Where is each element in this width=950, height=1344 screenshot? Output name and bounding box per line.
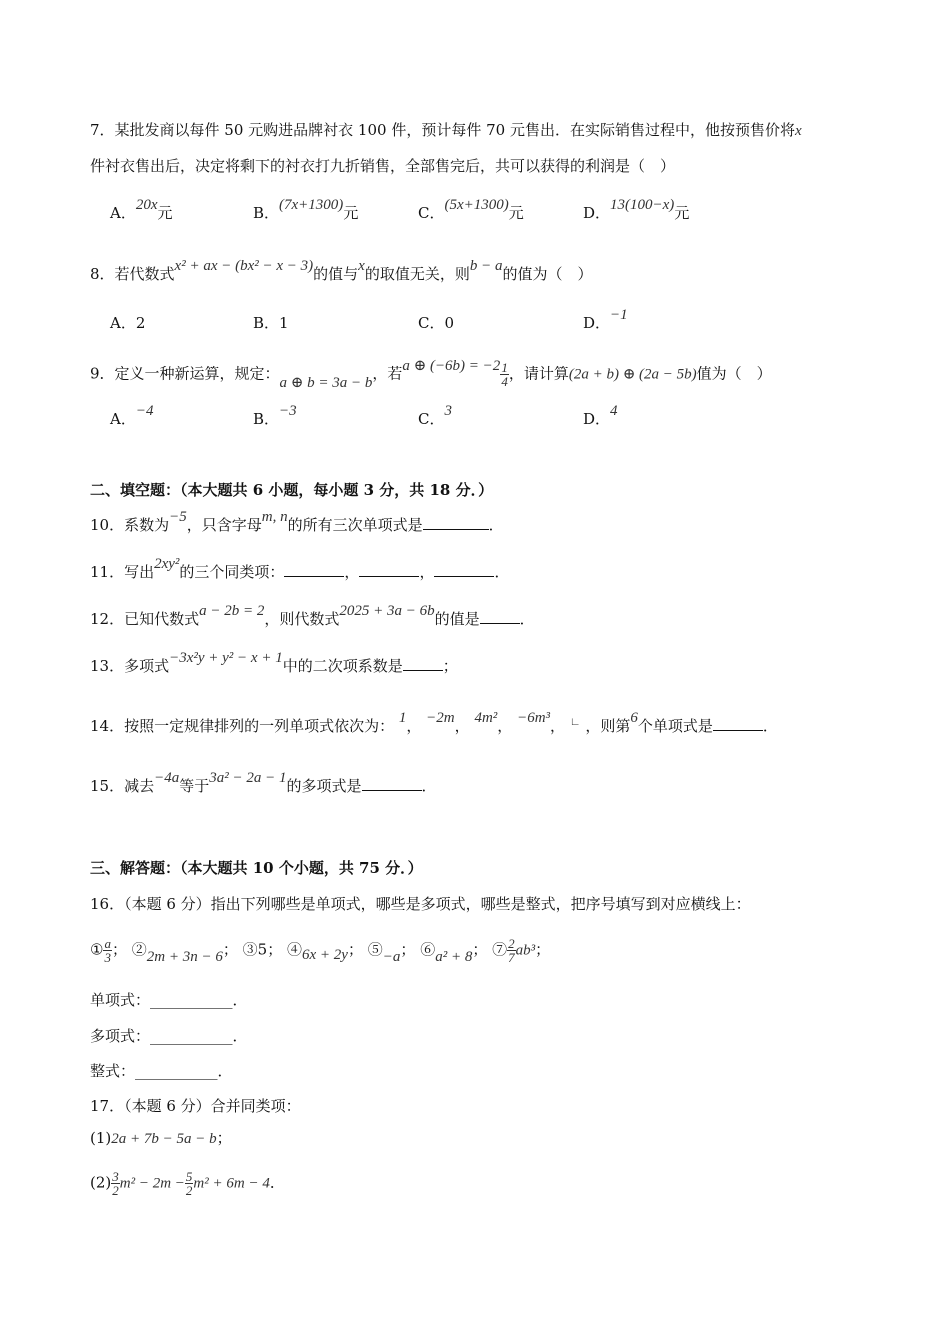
q16-item3: 5 bbox=[257, 940, 268, 959]
option-label: C． bbox=[418, 314, 445, 332]
q17-part1 bbox=[90, 1128, 232, 1149]
q14-term-1: 1 bbox=[398, 710, 407, 726]
q10-line bbox=[90, 509, 504, 536]
q14-mid: ，则第 bbox=[585, 717, 631, 735]
q8-option-c bbox=[418, 313, 454, 333]
q10-blank[interactable] bbox=[423, 515, 489, 530]
frac-num: 1 bbox=[501, 360, 508, 375]
q15-pre: 15．减去 bbox=[90, 777, 155, 795]
q7-line2 bbox=[90, 156, 675, 176]
option-math: 1 bbox=[279, 314, 289, 332]
q11-pre: 11．写出 bbox=[90, 563, 155, 581]
option-label: B． bbox=[253, 314, 280, 332]
q7-line1 bbox=[90, 120, 802, 141]
q9-mid2: ，请计算 bbox=[508, 364, 569, 383]
item-sep: ； bbox=[347, 940, 363, 959]
q11-blank-2[interactable] bbox=[359, 562, 419, 577]
q9-rule: a ⊕ b = 3a − b bbox=[279, 374, 373, 391]
q13-expr: −3x²y + y² − x + 1 bbox=[169, 650, 283, 666]
q8-expr: x² + ax − (bx² − x − 3) bbox=[174, 258, 314, 274]
frac-den: 2 bbox=[185, 1183, 193, 1198]
item-sep: ； bbox=[535, 940, 551, 959]
q16-item2: 2m + 3n − 6 bbox=[146, 948, 223, 965]
q13-end: ； bbox=[442, 657, 458, 675]
q17-p2-b: m² + 6m − 4 bbox=[193, 1175, 270, 1192]
q9-line bbox=[90, 357, 772, 391]
q13-line bbox=[90, 650, 458, 677]
q14-line bbox=[90, 710, 778, 738]
q11-post: 的三个同类项： bbox=[179, 563, 285, 581]
q7-text-2: 件衬衣售出后，决定将剩下的衬衣打九折销售，全部售完后，共可以获得的利润是（ ） bbox=[90, 157, 676, 175]
q12-mid: ，则代数式 bbox=[264, 610, 340, 628]
q17-frac-a bbox=[111, 1170, 120, 1197]
option-unit: 元 bbox=[674, 204, 690, 222]
q15-line bbox=[90, 770, 437, 797]
q7-text-1: 7．某批发商以每件 50 元购进品牌衬衣 100 件，预计每件 70 元售出．在实际销售过程中，他按预售价将 bbox=[90, 121, 795, 139]
q17-p1-label: (1) bbox=[90, 1129, 112, 1147]
q12-post: 的值是 bbox=[434, 610, 480, 628]
q9-post: 值为（ ） bbox=[696, 364, 772, 383]
option-label: C． bbox=[418, 410, 445, 428]
q10-end: ． bbox=[488, 516, 504, 534]
item-marker: ⑦ bbox=[492, 940, 508, 959]
q14-pre: 14．按照一定规律排列的一列单项式依次为： bbox=[90, 717, 395, 735]
frac-den: 3 bbox=[104, 950, 111, 965]
option-label: A． bbox=[110, 410, 136, 428]
q15-blank[interactable] bbox=[362, 776, 422, 791]
q14-post: 个单项式是 bbox=[637, 717, 713, 735]
option-math: 0 bbox=[444, 314, 455, 332]
q12-pre: 12．已知代数式 bbox=[90, 610, 200, 628]
item-marker: ⑥ bbox=[420, 940, 436, 959]
q14-n: 6 bbox=[630, 710, 638, 726]
option-label: C． bbox=[418, 204, 445, 222]
option-math: 2 bbox=[135, 314, 146, 332]
frac-num: 2 bbox=[508, 936, 515, 951]
option-math: −1 bbox=[610, 307, 628, 323]
q10-post: 的所有三次单项式是 bbox=[287, 516, 423, 534]
q14-term-3: 4m² bbox=[474, 710, 498, 726]
item-marker: ④ bbox=[287, 940, 303, 959]
section3-heading: 三、解答题：（本大题共 10 个小题，共 75 分．） bbox=[90, 859, 423, 877]
q16-integral-answer[interactable]: 整式：___________． bbox=[90, 1062, 233, 1080]
q9-fraction bbox=[500, 361, 509, 388]
q16-items bbox=[90, 937, 550, 964]
q8-mid2: 的取值无关，则 bbox=[364, 265, 470, 283]
option-label: A． bbox=[110, 204, 136, 222]
option-math: 20x bbox=[135, 197, 158, 213]
option-label: B． bbox=[253, 410, 280, 428]
item-sep: ； bbox=[472, 940, 488, 959]
q14-ellipsis: ∟ bbox=[569, 716, 581, 728]
q17-p1-expr: 2a + 7b − 5a − b bbox=[111, 1131, 217, 1147]
q13-pre: 13．多项式 bbox=[90, 657, 170, 675]
frac-num: 5 bbox=[185, 1169, 193, 1184]
q13-post: 中的二次项系数是 bbox=[282, 657, 403, 675]
q7-option-b bbox=[253, 197, 359, 224]
q15-end: ． bbox=[421, 777, 437, 795]
q11-sep: ， bbox=[344, 563, 360, 581]
q16-text: 16．（本题 6 分）指出下列哪些是单项式，哪些是多项式，哪些是整式，把序号填写到对应横线上： bbox=[90, 895, 751, 913]
q17-part2 bbox=[90, 1170, 285, 1197]
item-sep: ； bbox=[222, 940, 238, 959]
q9-cond: a ⊕ (−6b) = −2 bbox=[402, 357, 501, 374]
q8-option-b bbox=[253, 313, 289, 333]
q11-line bbox=[90, 556, 510, 583]
q9-pre: 9．定义一种新运算，规定： bbox=[90, 364, 280, 383]
option-unit: 元 bbox=[343, 204, 359, 222]
q7-option-c bbox=[418, 197, 524, 224]
option-unit: 元 bbox=[157, 204, 173, 222]
q8-option-a bbox=[110, 313, 145, 333]
option-math: 4 bbox=[610, 403, 618, 419]
q16-item7-fraction bbox=[507, 937, 516, 964]
option-math: (7x+1300) bbox=[279, 197, 344, 213]
frac-den: 4 bbox=[501, 374, 508, 389]
q17-p2-a: m² − 2m − bbox=[119, 1175, 185, 1192]
item-marker: ① bbox=[90, 940, 104, 959]
q8-pre: 8．若代数式 bbox=[90, 265, 175, 283]
q14-sep: ， bbox=[454, 717, 470, 735]
q9-option-a bbox=[110, 403, 154, 430]
item-sep: ； bbox=[267, 940, 283, 959]
q16-item4: 6x + 2y bbox=[302, 946, 348, 963]
q17-line bbox=[90, 1096, 301, 1116]
q16-poly-answer[interactable]: 多项式：___________． bbox=[90, 1027, 248, 1045]
option-math: (5x+1300) bbox=[444, 197, 509, 213]
q14-term-4: −6m³ bbox=[517, 710, 551, 726]
q17-p1-end: ； bbox=[216, 1129, 232, 1147]
q8-x: x bbox=[358, 258, 365, 274]
q16-mono-answer[interactable]: 单项式：___________． bbox=[90, 991, 248, 1009]
frac-num: 3 bbox=[112, 1169, 119, 1184]
item-sep: ； bbox=[111, 940, 127, 959]
q9-option-b bbox=[253, 403, 297, 430]
q15-b: 3a² − 2a − 1 bbox=[209, 770, 287, 786]
option-label: D． bbox=[583, 204, 611, 222]
option-math: 3 bbox=[444, 403, 452, 419]
q16-item1-fraction bbox=[103, 937, 112, 964]
q9-expr: (2a + b) ⊕ (2a − 5b) bbox=[568, 366, 697, 383]
q13-blank[interactable] bbox=[403, 656, 443, 671]
q14-sep: ， bbox=[406, 717, 422, 735]
q14-blank[interactable] bbox=[713, 716, 763, 731]
q8-mid: 的值与 bbox=[313, 265, 359, 283]
frac-den: 7 bbox=[508, 950, 515, 965]
q7-x: x bbox=[794, 123, 802, 139]
q12-cond: a − 2b = 2 bbox=[199, 603, 265, 619]
q17-p2-label: (2) bbox=[90, 1173, 112, 1192]
q12-line bbox=[90, 603, 535, 630]
q7-option-d bbox=[583, 197, 690, 224]
q14-end: ． bbox=[762, 717, 778, 735]
q8-option-d bbox=[583, 307, 628, 334]
q11-expr: 2xy² bbox=[154, 556, 180, 572]
q9-option-d bbox=[583, 403, 618, 430]
q16-line bbox=[90, 894, 751, 914]
q11-blank-1[interactable] bbox=[284, 562, 344, 577]
q16-item5: −a bbox=[382, 948, 401, 965]
option-label: D． bbox=[583, 410, 611, 428]
item-marker: ⑤ bbox=[367, 940, 383, 959]
q14-term-2: −2m bbox=[426, 710, 455, 726]
option-math: −4 bbox=[135, 403, 154, 419]
section2-heading: 二、填空题：（本大题共 6 小题，每小题 3 分，共 18 分．） bbox=[90, 481, 494, 499]
q8-post: 的值为（ ） bbox=[502, 265, 593, 283]
option-label: B． bbox=[253, 204, 280, 222]
q17-text: 17．（本题 6 分）合并同类项： bbox=[90, 1097, 301, 1115]
q9-option-c bbox=[418, 403, 452, 430]
q10-coef: −5 bbox=[169, 509, 187, 525]
q9-mid: ，若 bbox=[372, 364, 403, 383]
frac-den: 2 bbox=[112, 1183, 119, 1198]
item-marker: ③ bbox=[242, 940, 258, 959]
q15-mid: 等于 bbox=[179, 777, 210, 795]
q17-p2-end: ． bbox=[269, 1173, 285, 1192]
q16-item6: a² + 8 bbox=[435, 948, 473, 965]
q15-post: 的多项式是 bbox=[286, 777, 362, 795]
q8-line bbox=[90, 258, 593, 285]
q14-sep: ， bbox=[550, 717, 566, 735]
q7-option-a bbox=[110, 197, 173, 224]
item-sep: ； bbox=[400, 940, 416, 959]
q15-a: −4a bbox=[154, 770, 180, 786]
item-marker: ② bbox=[131, 940, 147, 959]
q11-end: ． bbox=[494, 563, 510, 581]
q10-pre: 10．系数为 bbox=[90, 516, 170, 534]
q10-letters: m, n bbox=[261, 509, 288, 525]
q10-mid: ，只含字母 bbox=[186, 516, 262, 534]
q12-end: ． bbox=[519, 610, 535, 628]
option-unit: 元 bbox=[508, 204, 524, 222]
q16-item7: ab³ bbox=[515, 942, 536, 959]
option-math: −3 bbox=[279, 403, 297, 419]
option-label: D． bbox=[583, 314, 611, 332]
q8-expr2: b − a bbox=[469, 258, 503, 274]
q12-expr: 2025 + 3a − 6b bbox=[339, 603, 435, 619]
q14-sep: ， bbox=[497, 717, 513, 735]
option-label: A． bbox=[110, 314, 136, 332]
frac-num: a bbox=[104, 936, 111, 951]
q11-blank-3[interactable] bbox=[434, 562, 494, 577]
q11-sep: ， bbox=[419, 563, 435, 581]
q12-blank[interactable] bbox=[480, 609, 520, 624]
option-math: 13(100−x) bbox=[610, 197, 675, 213]
